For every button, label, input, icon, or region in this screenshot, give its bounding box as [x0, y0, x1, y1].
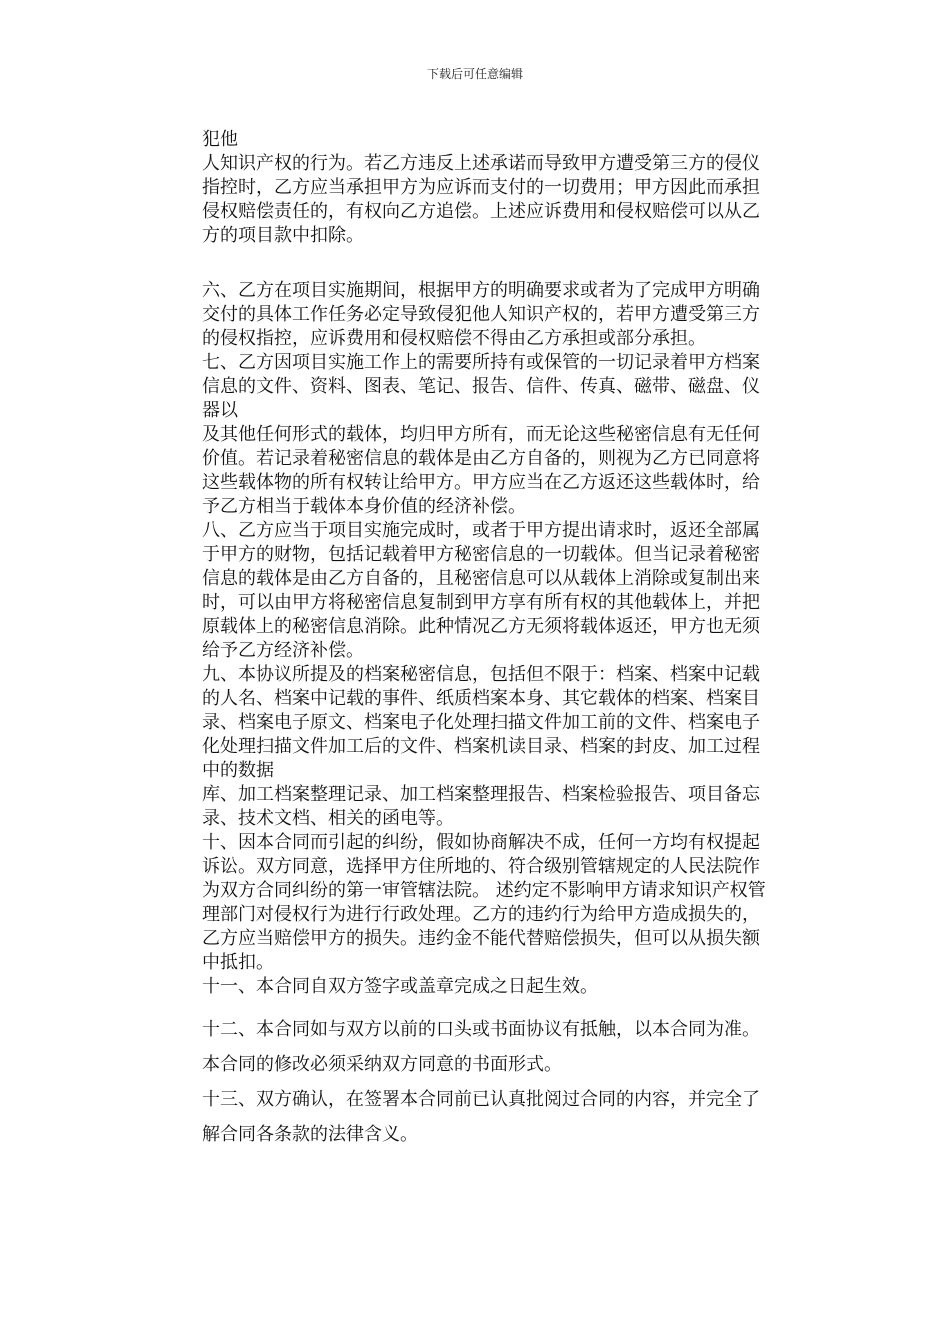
- text-line: 理部门对侵权行为进行行政处理。乙方的违约行为给甲方造成损失的，: [202, 904, 760, 925]
- text-line: 这些载体物的所有权转让给甲方。甲方应当在乙方返还这些载体时，给: [202, 472, 760, 493]
- paragraph-gap: [202, 1042, 802, 1053]
- text-line: 的人名、档案中记载的事件、纸质档案本身、其它载体的档案、档案目: [202, 688, 760, 709]
- text-line: 于甲方的财物，包括记载着甲方秘密信息的一切载体。但当记录着秘密: [202, 544, 760, 565]
- text-line: 为双方合同纠纷的第一审管辖法院。 述约定不影响甲方请求知识产权管: [202, 880, 766, 901]
- text-line: 中的数据: [202, 760, 274, 781]
- text-line: 中抵扣。: [202, 952, 274, 973]
- text-line: 时，可以由甲方将秘密信息复制到甲方享有所有权的其他载体上，并把: [202, 592, 760, 613]
- paragraph-gap: [202, 1077, 802, 1088]
- text-line: 方的项目款中扣除。: [202, 225, 364, 246]
- text-line: 交付的具体工作任务必定导致侵犯他人知识产权的，若甲方遭受第三方: [202, 304, 760, 325]
- clause-thirteen: [202, 1088, 802, 1112]
- text-line: 价值。若记录着秘密信息的载体是由乙方自备的，则视为乙方已同意将: [202, 448, 760, 469]
- text-line: 录、档案电子原文、档案电子化处理扫描文件加工前的文件、档案电子: [202, 712, 760, 733]
- paragraph-gap: [202, 999, 802, 1018]
- document-body: [202, 128, 802, 1147]
- text-line: 信息的文件、资料、图表、笔记、报告、信件、传真、磁带、磁盘、仪: [202, 376, 760, 397]
- text-line: 的侵权指控，应诉费用和侵权赔偿不得由乙方承担或部分承担。: [202, 328, 706, 349]
- text-line: 指控时，乙方应当承担甲方为应诉而支付的一切费用；甲方因此而承担: [202, 177, 760, 198]
- text-line: 七、乙方因项目实施工作上的需要所持有或保管的一切记录着甲方档案: [202, 352, 760, 373]
- text-line: 录、技术文档、相关的函电等。: [202, 808, 454, 829]
- text-line: 八、乙方应当于项目实施完成时，或者于甲方提出请求时，返还全部属: [202, 520, 760, 541]
- text-line: 本合同的修改必须采纳双方同意的书面形式。: [202, 1054, 562, 1075]
- text-line: 六、乙方在项目实施期间，根据甲方的明确要求或者为了完成甲方明确: [202, 280, 760, 301]
- text-line: 人知识产权的行为。若乙方违反上述承诺而导致甲方遭受第三方的侵仪: [202, 153, 760, 174]
- text-line: 信息的载体是由乙方自备的，且秘密信息可以从载体上消除或复制出来: [202, 568, 760, 589]
- text-line: 诉讼。双方同意，选择甲方住所地的、符合级别管辖规定的人民法院作: [202, 856, 760, 877]
- text-line: 乙方应当赔偿甲方的损失。违约金不能代替赔偿损失，但可以从损失额: [202, 928, 760, 949]
- text-line: 化处理扫描文件加工后的文件、档案机读目录、档案的封皮、加工过程: [202, 736, 760, 757]
- text-line: 解合同各条款的法律含义。: [202, 1124, 418, 1145]
- clause-thirteen-continued: [202, 1123, 802, 1147]
- text-line: 原载体上的秘密信息消除。此种情况乙方无须将载体返还，甲方也无须: [202, 616, 760, 637]
- text-line: 库、加工档案整理记录、加工档案整理报告、档案检验报告、项目备忘: [202, 784, 760, 805]
- paragraph-ip-infringement: [202, 128, 802, 248]
- text-line: 十二、本合同如与双方以前的口头或书面协议有抵触，以本合同为准。: [202, 1019, 760, 1040]
- text-line: 十三、双方确认，在签署本合同前已认真批阅过合同的内容，并完全了: [202, 1089, 760, 1110]
- clause-twelve: [202, 1018, 802, 1042]
- clauses-six-to-eleven: [202, 279, 802, 999]
- text-line: 九、本协议所提及的档案秘密信息，包括但不限于：档案、档案中记载: [202, 664, 760, 685]
- text-line: 给予乙方经济补偿。: [202, 640, 364, 661]
- paragraph-gap: [202, 248, 802, 279]
- text-line: 十、因本合同而引起的纠纷，假如协商解决不成，任何一方均有权提起: [202, 832, 760, 853]
- text-line: 犯他: [202, 129, 238, 150]
- paragraph-gap: [202, 1112, 802, 1123]
- text-line: 侵权赔偿责任的，有权向乙方追偿。上述应诉费用和侵权赔偿可以从乙: [202, 201, 760, 222]
- text-line: 及其他任何形式的载体，均归甲方所有，而无论这些秘密信息有无任何: [202, 424, 760, 445]
- text-line: 予乙方相当于载体本身价值的经济补偿。: [202, 496, 526, 517]
- page-header: 下载后可任意编辑: [426, 67, 523, 81]
- text-line: 十一、本合同自双方签字或盖章完成之日起生效。: [202, 976, 598, 997]
- clause-twelve-continued: [202, 1053, 802, 1077]
- text-line: 器以: [202, 400, 238, 421]
